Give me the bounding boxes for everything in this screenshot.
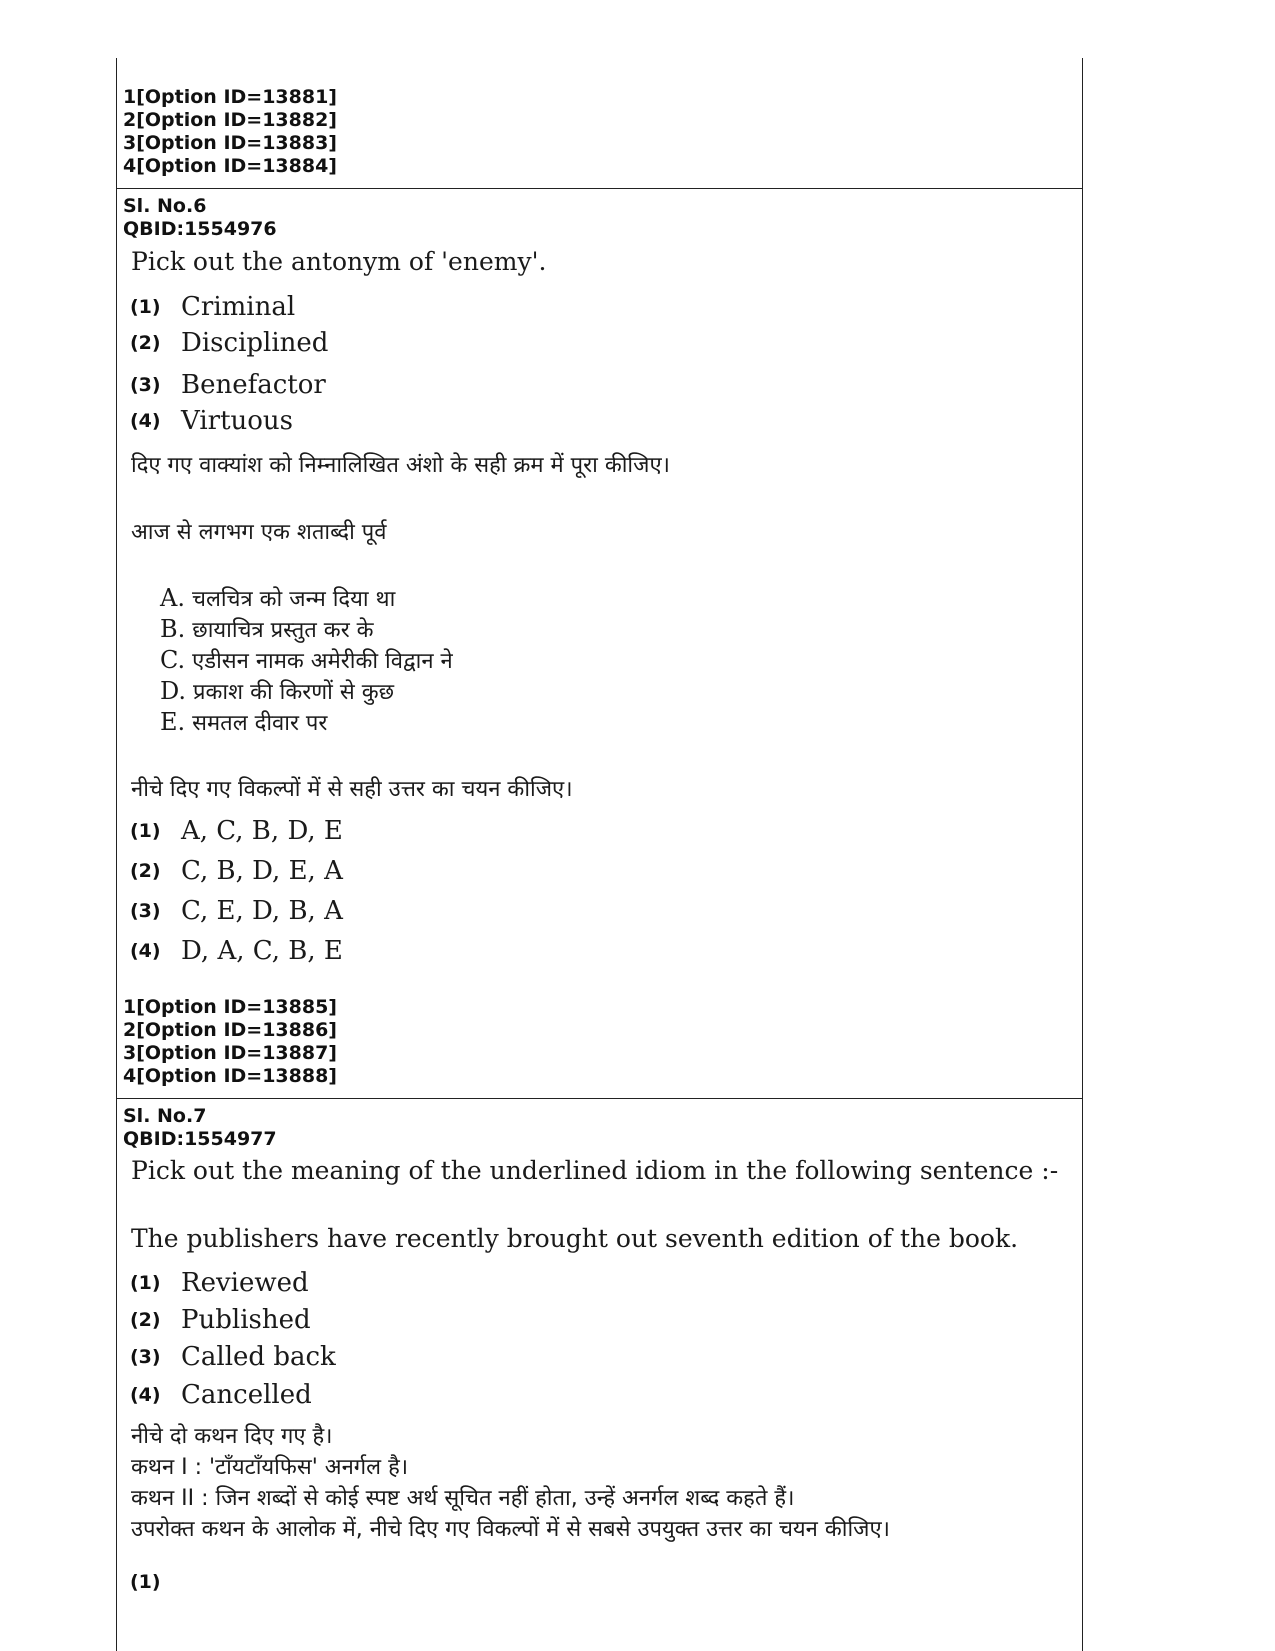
option-id: 1[Option ID=13885]: [123, 996, 337, 1018]
option-id: 4[Option ID=13888]: [123, 1065, 337, 1087]
q6-order-option-1[interactable]: [130, 814, 343, 848]
q7-hindi-line-1: नीचे दो कथन दिए गए है।: [131, 1424, 333, 1449]
option-number: (2): [130, 1309, 161, 1331]
option-number: (1): [130, 1571, 161, 1593]
option-number: (4): [130, 410, 161, 432]
option-number: (2): [130, 860, 161, 882]
q7-question-text: Pick out the meaning of the underlined idiom in the following sentence :-: [131, 1156, 1059, 1185]
serial-number: Sl. No.6: [123, 195, 207, 217]
q6-option-1[interactable]: [130, 290, 295, 324]
q7-option-1[interactable]: [130, 1266, 309, 1300]
option-number: (3): [130, 1346, 161, 1368]
q7-hindi-line-4: उपरोक्त कथन के आलोक में, नीचे दिए गए विकल्पों में से सबसे उपयुक्त उत्तर का चयन कीजिए।: [131, 1517, 890, 1542]
q6-order-option-3[interactable]: [130, 894, 343, 928]
option-text: Published: [181, 1305, 311, 1335]
q7-option-4[interactable]: [130, 1378, 312, 1412]
serial-number: Sl. No.7: [123, 1105, 207, 1127]
item-letter: A.: [160, 584, 185, 612]
option-text: Cancelled: [181, 1380, 312, 1410]
q6-order-option-4[interactable]: [130, 934, 343, 968]
option-id: 3[Option ID=13887]: [123, 1042, 337, 1064]
option-text: D, A, C, B, E: [181, 936, 343, 966]
option-text: Reviewed: [181, 1268, 309, 1298]
option-id: 4[Option ID=13884]: [123, 155, 337, 177]
option-text: Disciplined: [181, 328, 329, 358]
prev-option-ids: [123, 86, 1073, 178]
q6-order-option-2[interactable]: [130, 854, 343, 888]
option-id: 3[Option ID=13883]: [123, 132, 337, 154]
q6-hindi-stem: आज से लगभग एक शताब्दी पूर्व: [131, 520, 387, 545]
option-number: (4): [130, 1384, 161, 1406]
hindi-item-a: [160, 583, 395, 615]
item-text: समतल दीवार पर: [192, 711, 328, 736]
option-number: (3): [130, 900, 161, 922]
option-number: (3): [130, 374, 161, 396]
qbid: QBID:1554976: [123, 218, 277, 240]
item-letter: C.: [160, 646, 186, 674]
q6-header: [123, 195, 1073, 241]
option-number: (1): [130, 1272, 161, 1294]
row-divider: [116, 1098, 1083, 1099]
q7-option-2[interactable]: [130, 1303, 311, 1337]
qbid: QBID:1554977: [123, 1128, 277, 1150]
option-number: (1): [130, 296, 161, 318]
option-text: C, E, D, B, A: [181, 896, 343, 926]
item-text: चलचित्र को जन्म दिया था: [191, 587, 396, 612]
item-text: एडीसन नामक अमेरीकी विद्वान ने: [192, 649, 453, 674]
hindi-item-d: [160, 676, 394, 708]
item-text: प्रकाश की किरणों से कुछ: [193, 680, 395, 705]
q7-option-3[interactable]: [130, 1340, 336, 1374]
option-text: C, B, D, E, A: [181, 856, 343, 886]
option-text: Criminal: [181, 292, 296, 322]
q6-question-text: Pick out the antonym of 'enemy'.: [131, 247, 547, 276]
option-text: Virtuous: [181, 406, 293, 436]
q6-option-4[interactable]: [130, 404, 293, 438]
item-text: छायाचित्र प्रस्तुत कर के: [192, 618, 374, 643]
option-number: (1): [130, 820, 161, 842]
q6-option-2[interactable]: [130, 326, 328, 360]
row-divider: [116, 188, 1083, 189]
option-number: (2): [130, 332, 161, 354]
q6-hindi-choose: नीचे दिए गए विकल्पों में से सही उत्तर का चयन कीजिए।: [131, 777, 573, 802]
q7-hindi-line-2: कथन I : 'टाँयटाँयफिस' अनर्गल है।: [131, 1455, 409, 1480]
q6-option-3[interactable]: [130, 368, 326, 402]
option-text: Called back: [181, 1342, 336, 1372]
item-letter: D.: [160, 677, 187, 705]
option-number: (4): [130, 940, 161, 962]
hindi-item-c: [160, 645, 453, 677]
option-text: Benefactor: [181, 370, 326, 400]
q6-option-ids: [123, 996, 1073, 1088]
hindi-item-b: [160, 614, 374, 646]
option-text: A, C, B, D, E: [181, 816, 343, 846]
option-id: 1[Option ID=13881]: [123, 86, 337, 108]
option-id: 2[Option ID=13886]: [123, 1019, 337, 1041]
hindi-item-e: [160, 707, 327, 739]
option-id: 2[Option ID=13882]: [123, 109, 337, 131]
q7-sentence: The publishers have recently brought out seventh edition of the book.: [131, 1224, 1019, 1253]
q7-header: [123, 1105, 1073, 1151]
q6-hindi-instruction: दिए गए वाक्यांश को निम्नालिखित अंशो के सही क्रम में पूरा कीजिए।: [131, 453, 670, 478]
q7-hindi-line-3: कथन II : जिन शब्दों से कोई स्पष्ट अर्थ सूचित नहीं होता, उन्हें अनर्गल शब्द कहते हैं।: [131, 1486, 795, 1511]
item-letter: B.: [160, 615, 186, 643]
item-letter: E.: [160, 708, 186, 736]
q7-hindi-option-1[interactable]: [130, 1565, 181, 1599]
